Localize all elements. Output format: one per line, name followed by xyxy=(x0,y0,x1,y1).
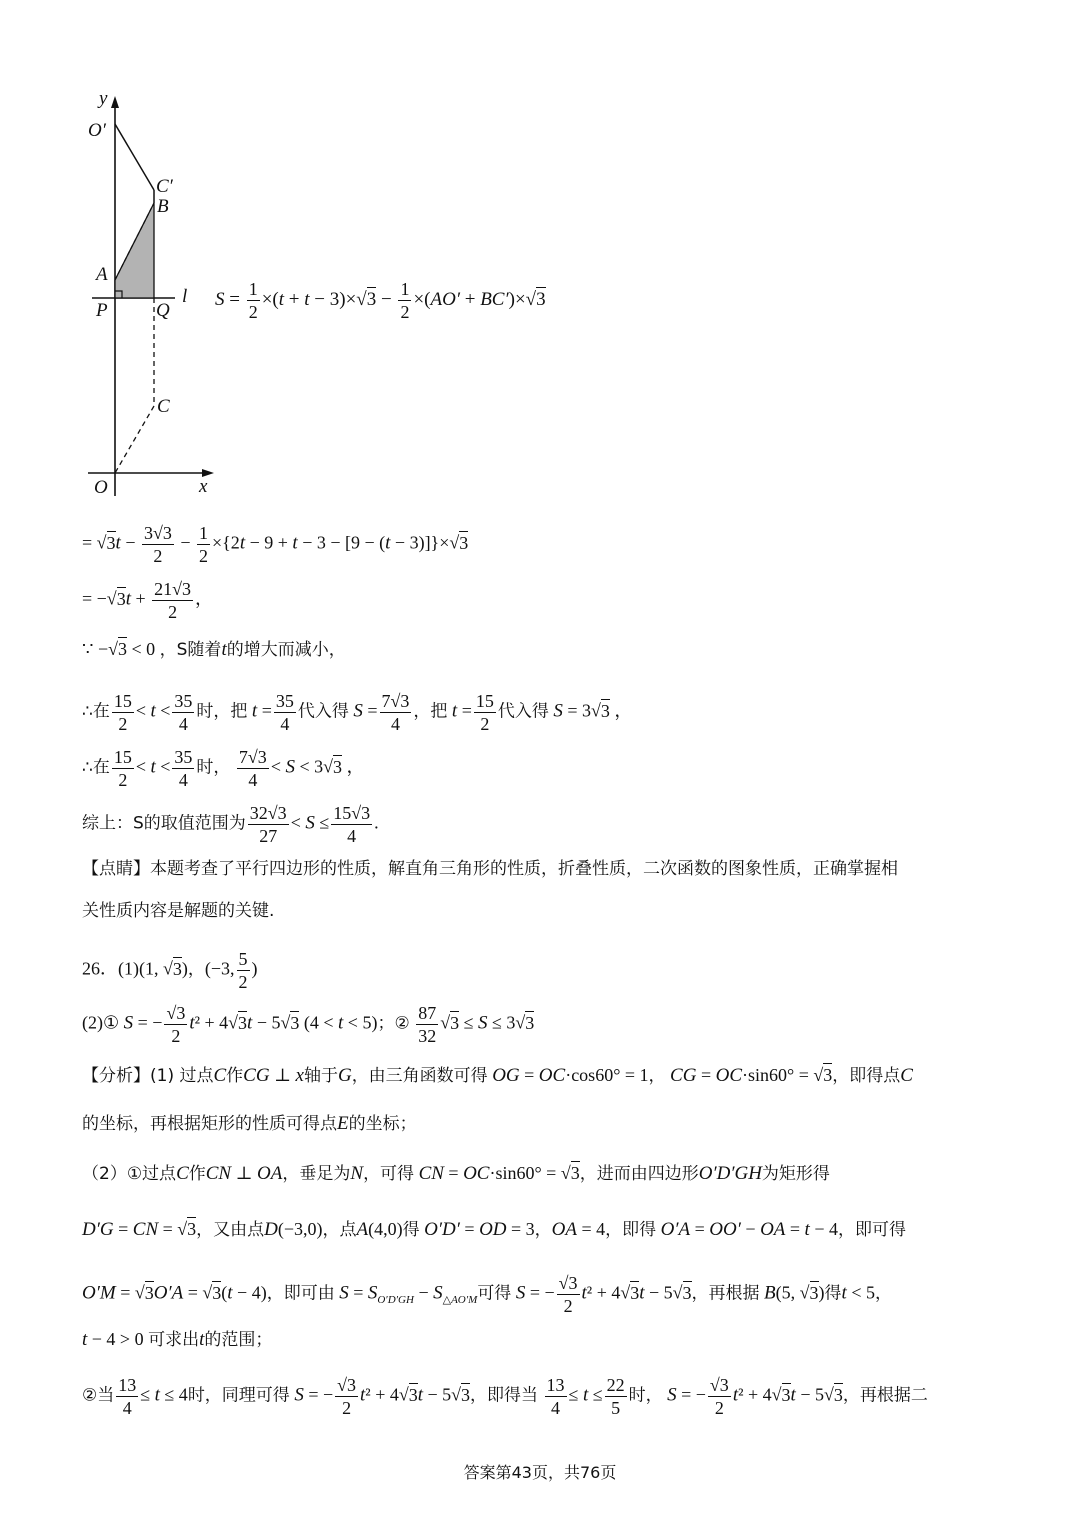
line-7: 【点睛】本题考查了平行四边形的性质，解直角三角形的性质，折叠性质，二次函数的图象性质，正确掌握相 xyxy=(82,859,898,879)
label-b: B xyxy=(157,196,169,217)
line-16: t − 4 > 0 可求出t的范围； xyxy=(82,1329,273,1350)
line-6: 综上：S的取值范围为 $\frac{32√3}{27}$ < S ≤ $\frac{15√3}{4}$ . xyxy=(82,803,379,846)
line-15: O′M = √3O′A = √3(t − 4)，即可由 $S = S_{O'D'GH} - S_{\triangle AO'M}$可得 S = − $\frac{√3}{2}$ t² + 4√3t − 5√3，再根据 B(5, √3)得t < 5， xyxy=(82,1273,892,1316)
label-q: Q xyxy=(156,300,170,321)
line-13: （2）①过点C作CN ⊥ OA，垂足为N，可得 CN = OC·sin60° = √3，进而由四边形O′D′GH为矩形得 xyxy=(82,1163,830,1184)
page-footer: 答案第43页，共76页 xyxy=(463,1463,617,1482)
line-1: = √3t − $\frac{3√3}{2}$ − $\frac{1}{2}$ ×{2t − 9 + t − 3 − [9 − (t − 3)]}×√3 xyxy=(82,523,469,566)
label-a: A xyxy=(96,264,108,285)
label-l: l xyxy=(182,286,188,307)
line-14: D′G = CN = √3，又由点D(−3,0)，点A(4,0)得 O′D′ = OD = 3，OA = 4，即得 O′A = OO′ − OA = t − 4，即可得 xyxy=(82,1219,906,1240)
line-9: 26．(1)(1, √3)，(−3, $\frac{5}{2}$ ) xyxy=(82,949,258,992)
coordinate-figure xyxy=(80,88,230,508)
figure-formula: S = $\frac{1}{2}$ ×(t + t − 3)×√3 − $\frac{1}{2}$ ×(AO′ + BC′)×√3 xyxy=(215,279,546,322)
line-4: ∴在 $\frac{15}{2}$ < t < $\frac{35}{4}$ 时，把 t = $\frac{35}{4}$ 代入得 S = $\frac{7√3}{4}$ ，把 t = $\frac{15}{2}$ 代入得 S = 3√3 ， xyxy=(82,691,633,734)
label-c-prime: C′ xyxy=(156,176,173,197)
line-17: ②当 $\frac{13}{4}$ ≤ t ≤ 4时，同理可得 S = − $\frac{√3}{2}$ t² + 4√3t − 5√3，即得当 $\frac{13}{4}$ ≤ t ≤ $\frac{22}{5}$ 时， S = − $\frac{√3}{2}$ t² + 4√3t − 5√3，再根据二 xyxy=(82,1375,928,1418)
label-c: C xyxy=(157,396,170,417)
label-o: O xyxy=(94,477,108,498)
line-8: 关性质内容是解题的关键. xyxy=(82,901,275,921)
label-x: x xyxy=(199,476,208,497)
label-o-prime: O′ xyxy=(88,120,106,141)
line-5: ∴在 $\frac{15}{2}$ < t < $\frac{35}{4}$ 时， $\frac{7√3}{4}$ < S < 3√3 ， xyxy=(82,747,365,790)
label-y: y xyxy=(99,88,108,109)
line-3: ∵ −√3 < 0 ，S随着t的增大而减小， xyxy=(82,639,346,660)
line-12: 的坐标，再根据矩形的性质可得点E的坐标； xyxy=(82,1113,417,1134)
line-11: 【分析】(1) 过点C作CG ⊥ x轴于G，由三角函数可得 OG = OC·cos60° = 1， CG = OC·sin60° = √3，即得点C xyxy=(82,1065,913,1086)
label-p: P xyxy=(96,300,108,321)
line-10: (2)① S = − $\frac{√3}{2}$ t² + 4√3t − 5√3 (4 < t < 5)；② $\frac{87}{32}$ √3 ≤ S ≤ 3√3 xyxy=(82,1003,535,1046)
line-2: = −√3t + $\frac{21√3}{2}$ ， xyxy=(82,579,214,622)
